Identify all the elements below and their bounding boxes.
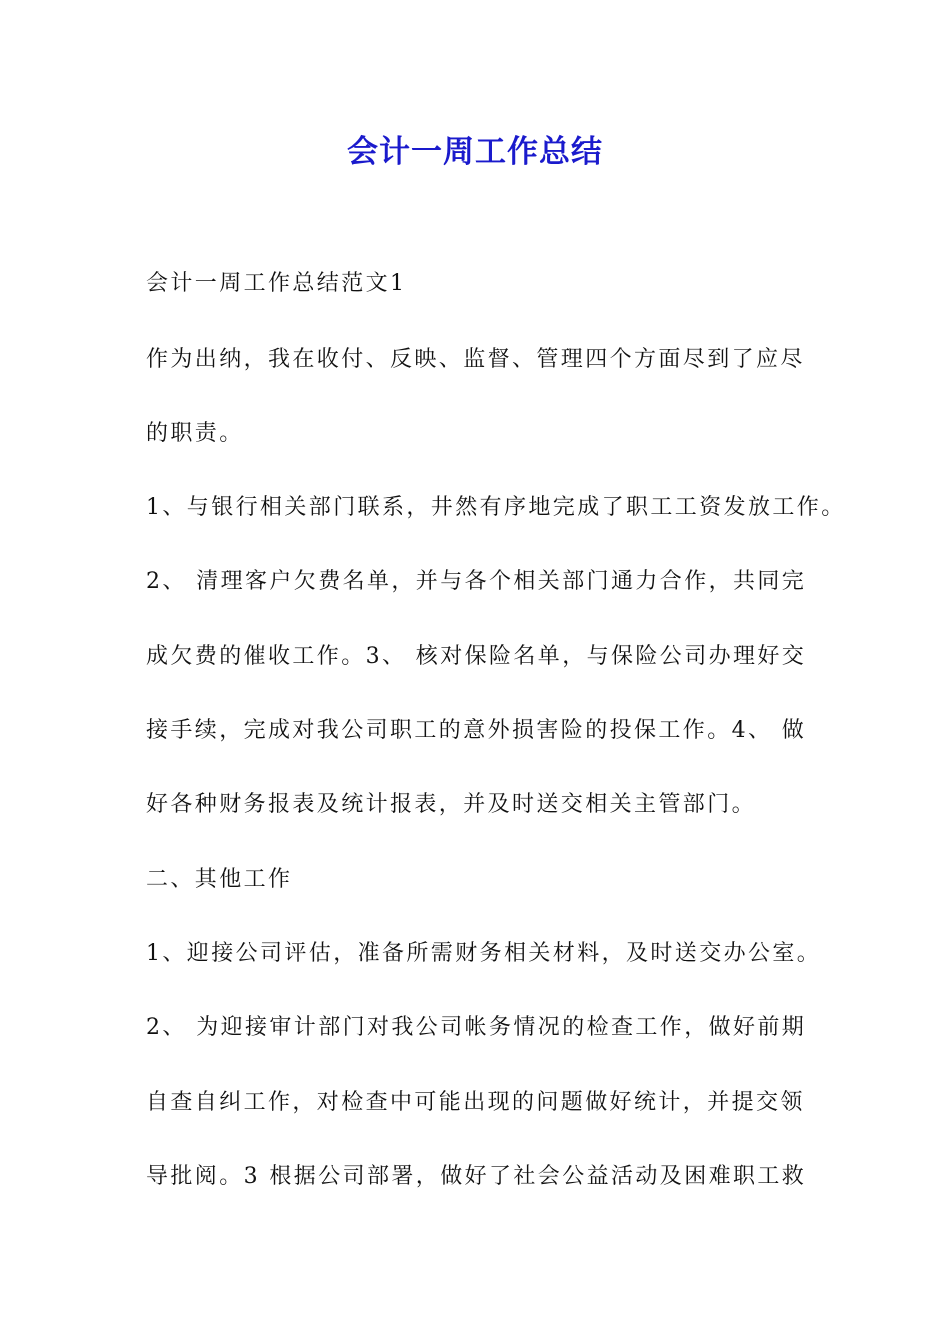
paragraph-line: 自查自纠工作，对检查中可能出现的问题做好统计，并提交领 — [146, 1090, 805, 1115]
paragraph-line: 2、 清理客户欠费名单，并与各个相关部门通力合作，共同完 — [146, 569, 807, 594]
paragraph-line: 的职责。 — [146, 421, 244, 446]
section-heading: 二、其他工作 — [146, 867, 293, 892]
paragraph-line: 好各种财务报表及统计报表，并及时送交相关主管部门。 — [146, 792, 757, 817]
paragraph-line: 1、与银行相关部门联系，井然有序地完成了职工工资发放工作。 — [146, 495, 846, 520]
section-heading: 会计一周工作总结范文1 — [146, 271, 407, 296]
paragraph-line: 成欠费的催收工作。3、 核对保险名单，与保险公司办理好交 — [146, 644, 807, 669]
paragraph-line: 作为出纳，我在收付、反映、监督、管理四个方面尽到了应尽 — [146, 347, 805, 372]
paragraph-line: 2、 为迎接审计部门对我公司帐务情况的检查工作，做好前期 — [146, 1015, 807, 1040]
paragraph-line: 1、迎接公司评估，准备所需财务相关材料，及时送交办公室。 — [146, 941, 822, 966]
document-title: 会计一周工作总结 — [347, 134, 603, 170]
paragraph-line: 导批阅。3 根据公司部署，做好了社会公益活动及困难职工救 — [146, 1164, 807, 1189]
paragraph-line: 接手续，完成对我公司职工的意外损害险的投保工作。4、 做 — [146, 718, 807, 743]
